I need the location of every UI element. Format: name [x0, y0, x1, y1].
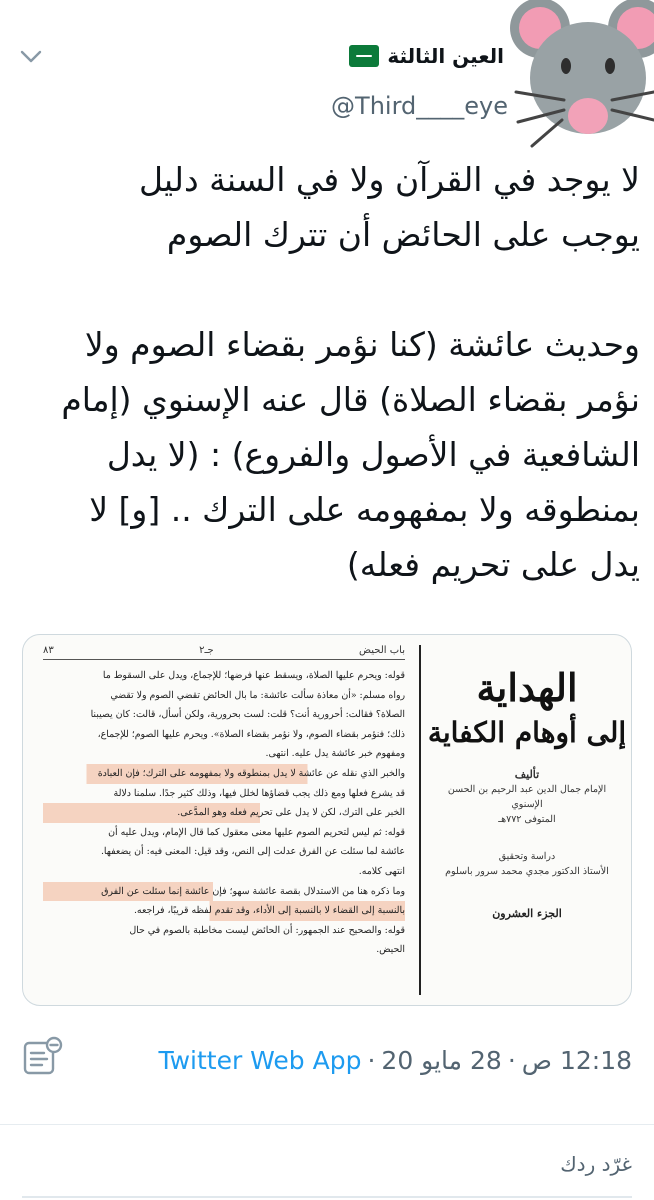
tweet-line: نؤمر بقضاء الصلاة) قال عنه الإسنوي (إمام	[61, 380, 640, 419]
book-line: قوله: والصحيح عند الجمهور: أن الحائض ليست مخاطبة بالصوم في حال	[129, 924, 405, 936]
tweet-line: الشافعية في الأصول والفروع) : (لا يدل	[106, 435, 640, 474]
book-line: الصلاة؟ فقالت: أحرورية أنت؟ قلت: لست بحرورية، ولكن أسأل، قالت: كان يصيبنا	[90, 709, 405, 721]
tweet-text	[10, 152, 640, 592]
book-cover-scan	[421, 635, 632, 1005]
book-author	[421, 767, 632, 827]
display-name[interactable]	[349, 44, 504, 68]
book-line-highlighted: وما ذكره هنا من الاستدلال بقصة عائشة سهو؛ فإن عائشة إنما سئلت عن الفرق	[43, 882, 405, 902]
book-line: قوله: ويحرم عليها الصلاة، ويسقط عنها فرضها؛ للإجماع، ويدل على السقوط ما	[102, 670, 405, 681]
book-line-highlighted: الخبر على الترك، لكن لا يدل على تحريم فعله وهو المدَّعى.	[43, 803, 405, 823]
book-text	[43, 666, 405, 960]
meta-separator: ·	[367, 1046, 376, 1075]
book-line: انتهى كلامه.	[358, 865, 405, 877]
book-line: رواه مسلم: «أن معاذة سألت عائشة: ما بال الحائض تقضي الصوم ولا تقضي	[110, 689, 405, 701]
tweet-time: 12:18 ص	[521, 1046, 632, 1075]
book-page-header	[43, 645, 405, 660]
page-header-chapter: باب الحيض	[359, 645, 405, 656]
reply-input[interactable]: غرّد ردك	[560, 1152, 632, 1176]
book-line: ذلك؛ فنؤمر بقضاء الصوم، ولا نؤمر بقضاء الصلاة». ويحرم عليها الصوم؛ للإجماع،	[97, 728, 405, 740]
page-header-volume: جـ٢	[199, 645, 214, 656]
book-subtitle: إلى أوهام الكفاية	[427, 716, 627, 749]
saudi-flag-icon	[349, 45, 379, 67]
tweet-date: 28 مايو 20	[381, 1046, 502, 1075]
book-line: عائشة لما سئلت عن الفرق عدلت إلى النص، وقد قيل: المعنى فيه: أن يضعفها.	[100, 846, 405, 858]
editor-label: دراسة وتحقيق	[498, 851, 556, 862]
book-line: الحيض.	[376, 944, 405, 956]
tweet-line: يدل على تحريم فعله)	[346, 545, 640, 584]
tweet-media-image[interactable]	[22, 634, 632, 1006]
author-line: الإمام جمال الدين عبد الرحيم بن الحسن الإسنوي	[447, 784, 607, 810]
book-line: ومفهوم خبر عائشة يدل عليه. انتهى.	[265, 748, 405, 760]
tweet-meta	[158, 1046, 632, 1075]
author-line: المتوفى ٧٧٢هـ	[498, 814, 556, 825]
display-name-text: العين الثالثة	[387, 44, 504, 68]
book-line: قد يشرع فعلها ومع ذلك يجب قضاؤها لخلل فيها، وذلك كثير جدًا. سلمنا دلالة	[113, 787, 405, 799]
chevron-down-icon[interactable]	[20, 50, 42, 64]
book-line: قوله: ثم ليس لتحريم الصوم عليها معنى معقول كما قال الإمام، ويدل عليه أن	[108, 826, 405, 838]
tweet-line: وحديث عائشة (كنا نؤمر بقضاء الصوم ولا	[84, 325, 640, 364]
book-editor	[421, 849, 632, 879]
page-header-number: ٨٣	[43, 645, 54, 656]
tweet-analytics-icon[interactable]	[22, 1036, 64, 1078]
source-app-link[interactable]: Twitter Web App	[158, 1046, 362, 1075]
book-page-scan	[23, 635, 419, 1005]
tweet-line: لا يوجد في القرآن ولا في السنة دليل	[138, 160, 640, 199]
section-divider	[0, 1124, 654, 1125]
book-volume: الجزء العشرون	[492, 907, 562, 920]
author-label: تأليف	[514, 768, 540, 781]
meta-separator: ·	[507, 1046, 516, 1075]
tweet-line: بمنطوقه ولا بمفهومه على الترك .. [و] لا	[89, 490, 640, 529]
book-title: الهداية	[476, 665, 578, 710]
mouse-emoji-icon[interactable]	[498, 0, 654, 156]
book-line-highlighted: بالنسبة إلى القضاء لا بالنسبة إلى الأداء، وقد تقدم لفظه قريبًا، فراجعه.	[43, 901, 405, 921]
book-line-highlighted: والخبر الذي نقله عن عائشة لا يدل بمنطوقه ولا بمفهومه على الترك؛ فإن العبادة	[43, 764, 405, 784]
editor-line: الأستاذ الدكتور مجدي محمد سرور باسلوم	[445, 866, 609, 877]
tweet-line: يوجب على الحائض أن تترك الصوم	[166, 215, 640, 254]
reply-input-underline	[22, 1196, 632, 1198]
user-handle[interactable]: @Third____eye	[331, 92, 508, 120]
